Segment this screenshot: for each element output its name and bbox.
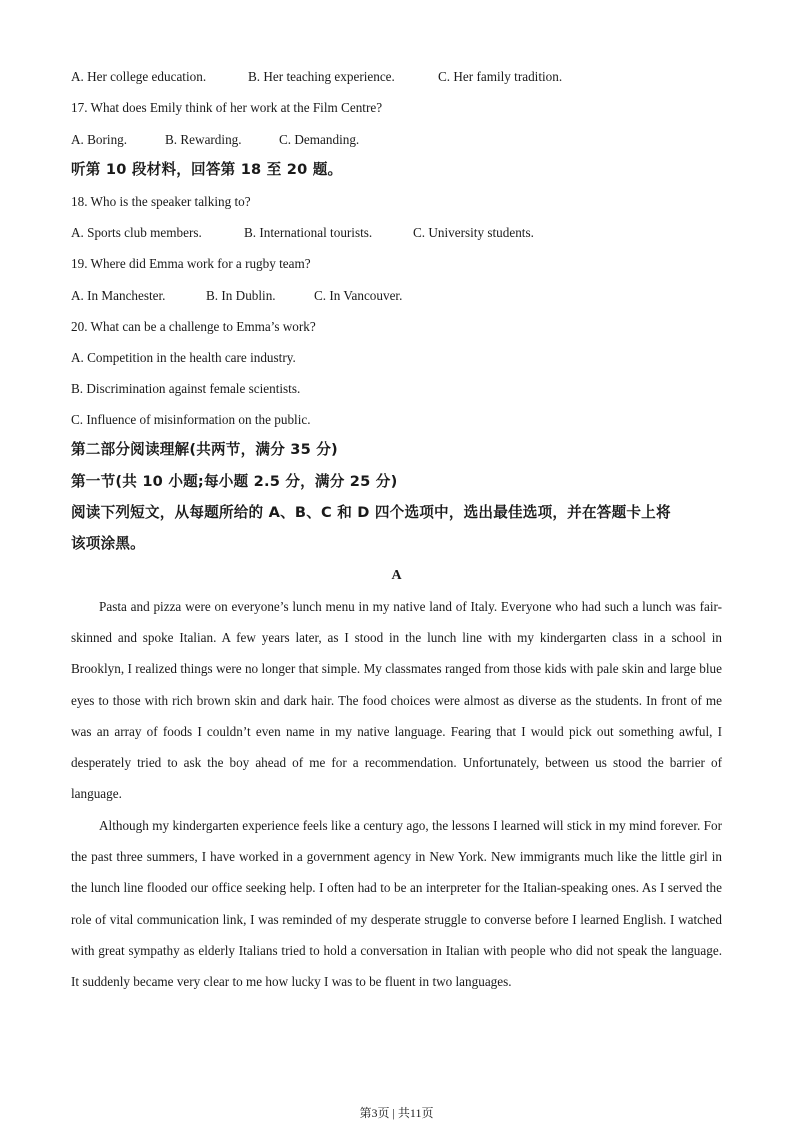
- section1-heading: 第一节(共 10 小题;每小题 2.5 分，满分 25 分): [71, 473, 398, 490]
- section10-heading: 听第 10 段材料，回答第 18 至 20 题。: [71, 161, 343, 178]
- q16-options: [71, 69, 562, 85]
- q20-question: 20. What can be a challenge to Emma’s work?: [71, 319, 316, 334]
- q20-option-b: B. Discrimination against female scientists.: [71, 381, 301, 396]
- q17-question: 17. What does Emily think of her work at the Film Centre?: [71, 100, 383, 115]
- instruction-line-1: 阅读下列短文，从每题所给的 A、B、C 和 D 四个选项中，选出最佳选项，并在答题卡上将: [71, 504, 671, 521]
- q18-option-b: B. International tourists.: [244, 225, 373, 240]
- q18-option-a: A. Sports club members.: [71, 225, 202, 240]
- q19-option-c: C. In Vancouver.: [314, 288, 403, 303]
- q17-option-c: C. Demanding.: [279, 132, 360, 147]
- q19-option-a: A. In Manchester.: [71, 288, 166, 303]
- q16-option-a: A. Her college education.: [71, 69, 207, 84]
- q16-option-b: B. Her teaching experience.: [248, 69, 395, 84]
- q16-option-c: C. Her family tradition.: [438, 69, 563, 84]
- q17-option-b: B. Rewarding.: [165, 132, 242, 147]
- page-footer: 第3页 | 共11页: [359, 1106, 434, 1120]
- q20-option-c: C. Influence of misinformation on the public.: [71, 412, 311, 427]
- passage-paragraph-2: Although my kindergarten experience feels like a century ago, the lessons I learned will stick in my mind forever. For the past three summers, I have worked in a government agency in New York. New immigrants much like the little girl in the lunch line flooded our office seeking help. I often had to be an interpreter for the Italian-speaking ones. As I served the role of vital communication link, I was reminded of my desperate struggle to converse before I learned English. I watched with great sympathy as elderly Italians tried to hold a conversation in Italian with people who did not speak the language. It suddenly became very clear to me how lucky I was to be fluent in two languages.: [71, 818, 722, 990]
- instruction-line-2: 该项涂黑。: [71, 535, 145, 552]
- passage-title: A: [391, 568, 402, 583]
- q18-question: 18. Who is the speaker talking to?: [71, 194, 251, 209]
- q20-option-a: A. Competition in the health care industry.: [71, 350, 296, 365]
- passage-paragraph-1: Pasta and pizza were on everyone’s lunch menu in my native land of Italy. Everyone who had such a lunch was fair-skinned and spoke Italian. A few years later, as I stood in the lunch line with my kindergarten class in a school in Brooklyn, I realized things were no longer that simple. My classmates ranged from those kids with pale skin and large blue eyes to those with rich brown skin and dark hair. The food choices were almost as diverse as the students. In front of me was an array of foods I couldn’t even name in my native language. Fearing that I would pick out something awful, I desperately tried to ask the boy ahead of me for a recommendation. Unfortunately, between us stood the barrier of language.: [71, 599, 722, 802]
- q19-options: [71, 288, 402, 304]
- q18-option-c: C. University students.: [413, 225, 534, 240]
- q17-option-a: A. Boring.: [71, 132, 128, 147]
- part2-heading: 第二部分阅读理解(共两节，满分 35 分): [71, 441, 338, 458]
- q18-options: [71, 225, 534, 241]
- q19-question: 19. Where did Emma work for a rugby team?: [71, 256, 311, 271]
- q17-options: [71, 132, 359, 148]
- q19-option-b: B. In Dublin.: [206, 288, 276, 303]
